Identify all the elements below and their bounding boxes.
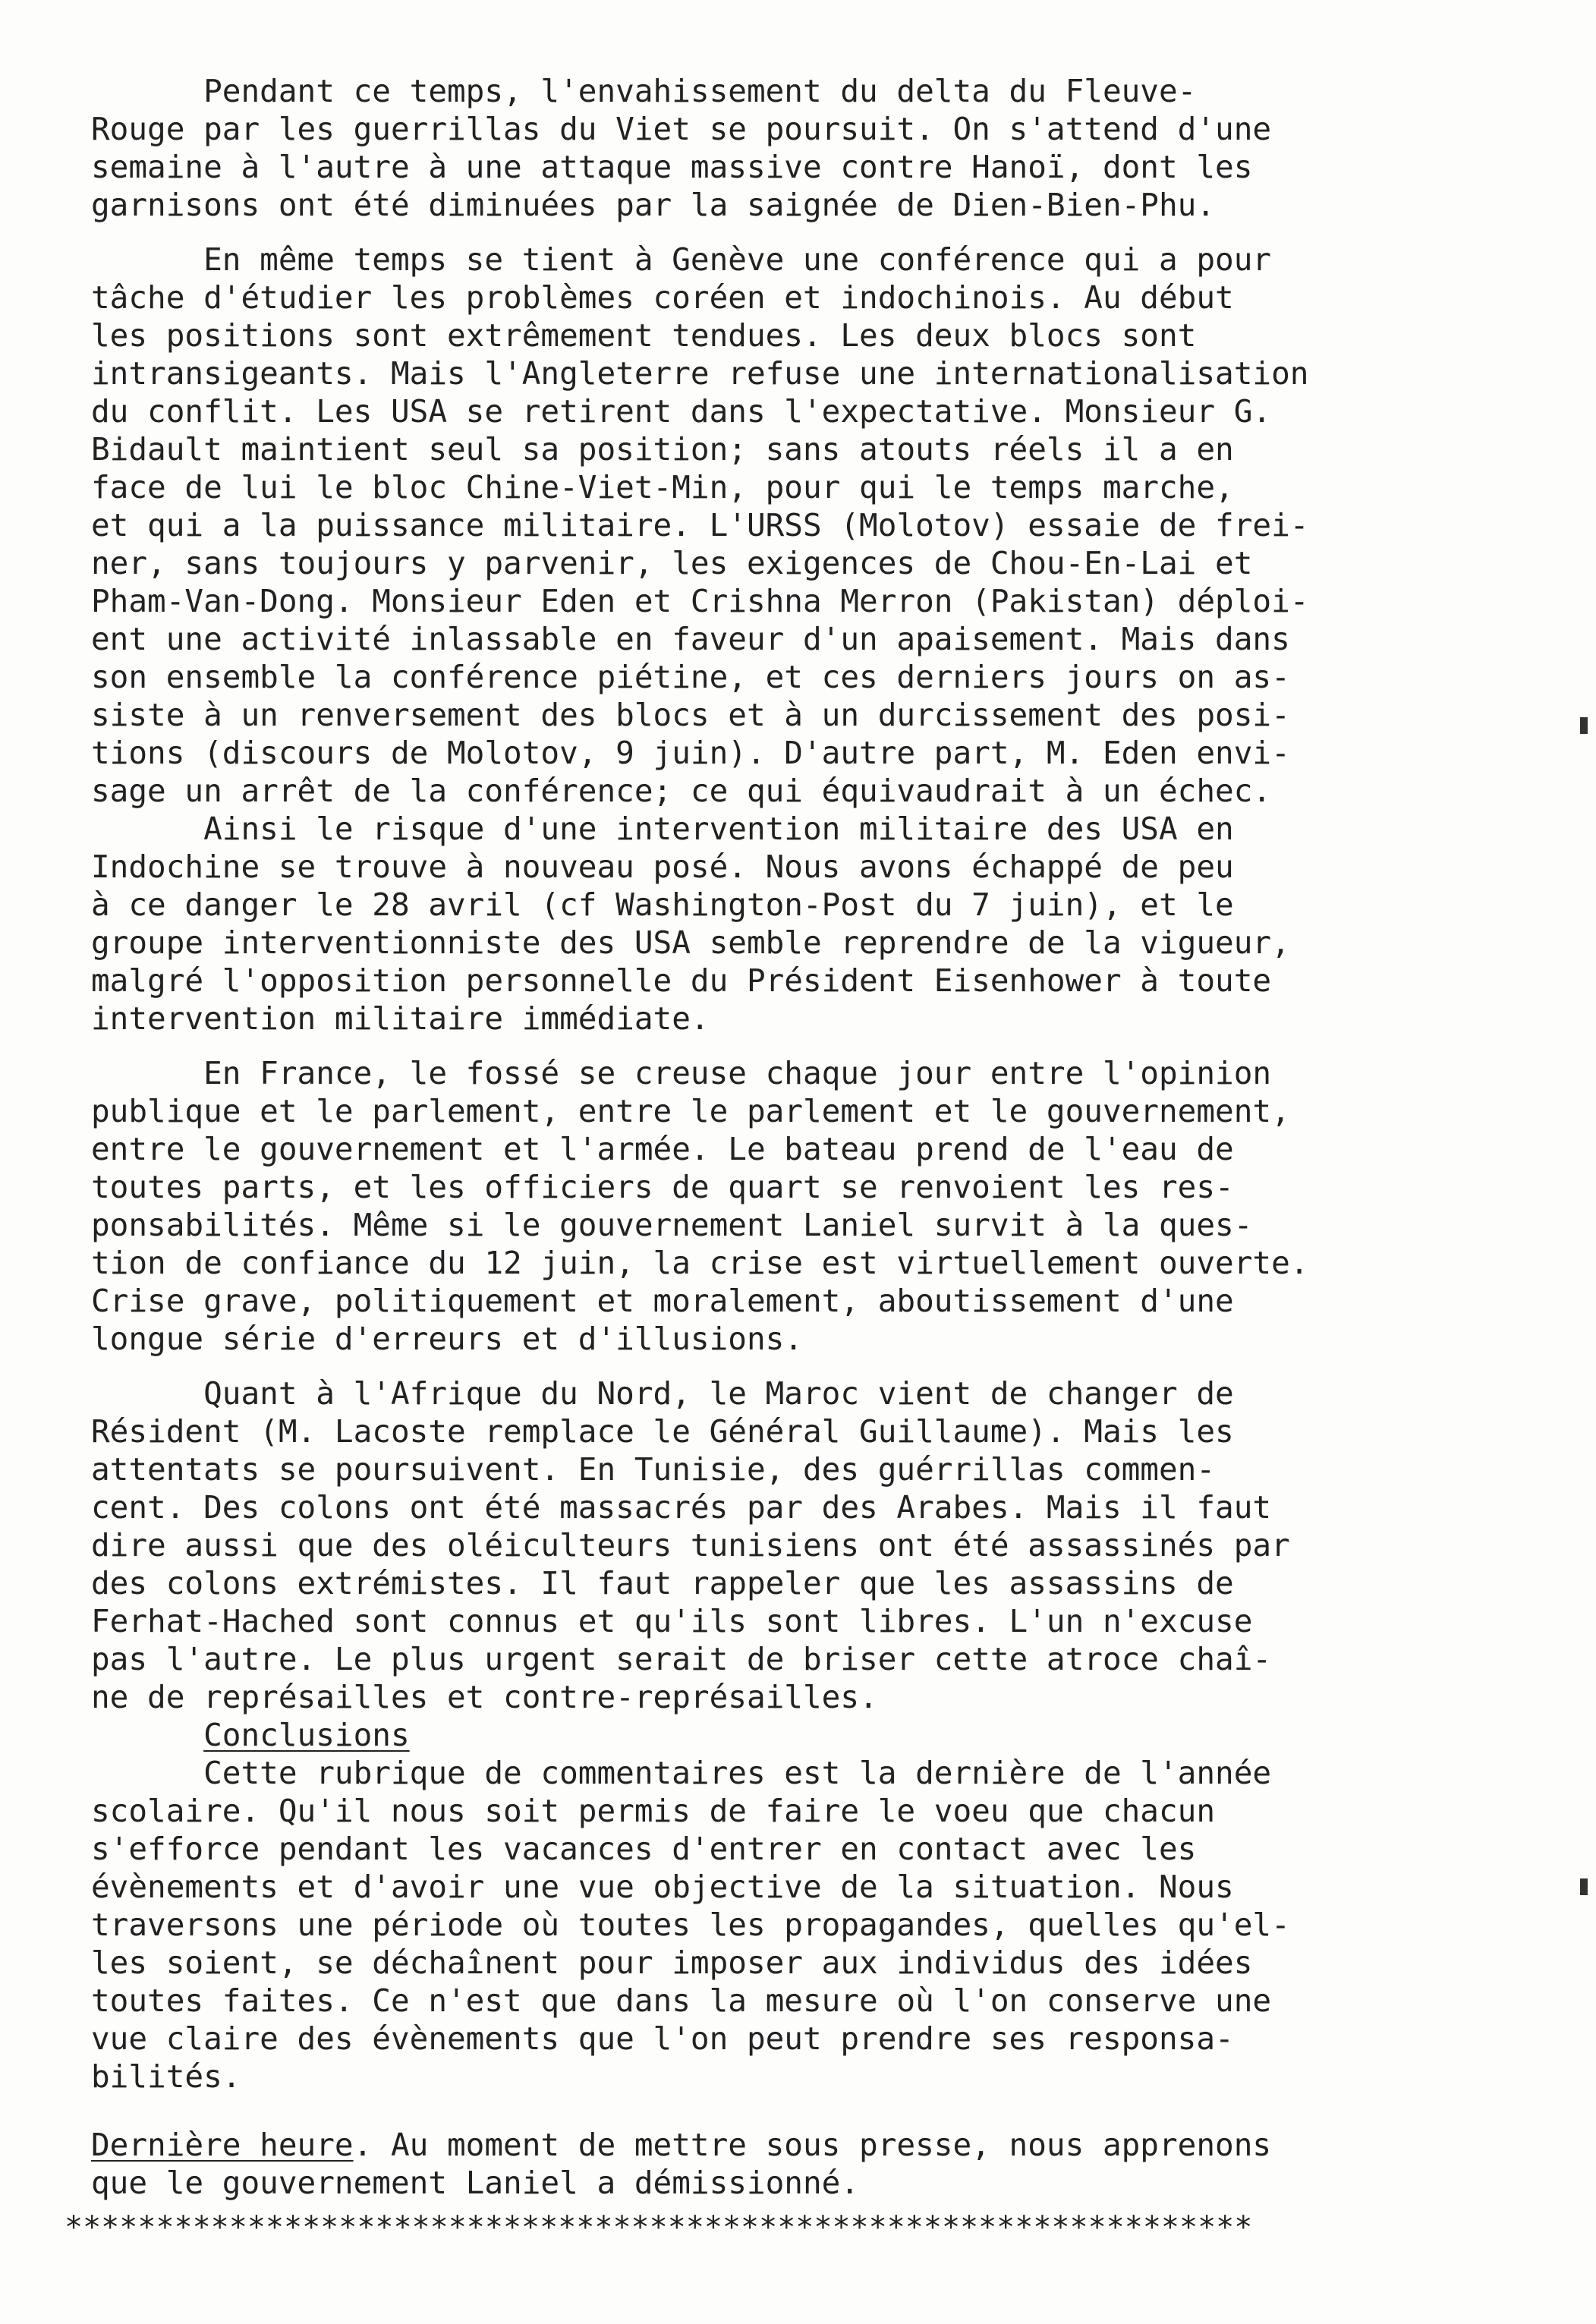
text-line: et qui a la puissance militaire. L'URSS (Molotov) essaie de frei-: [91, 507, 1309, 543]
last-news-line: [91, 2126, 1579, 2164]
text-line: Ainsi le risque d'une intervention militaire des USA en: [91, 811, 1234, 847]
paragraph-gap: [91, 224, 1579, 241]
text-line: ponsabilités. Même si le gouvernement Laniel survit à la ques-: [91, 1207, 1253, 1243]
text-line: scolaire. Qu'il nous soit permis de faire le voeu que chacun: [91, 1793, 1216, 1829]
paragraph-gap: [91, 1038, 1579, 1054]
paragraph-gap: [91, 1358, 1579, 1375]
text-line: toutes parts, et les officiers de quart se renvoient les res-: [91, 1169, 1234, 1205]
text-line: malgré l'opposition personnelle du Président Eisenhower à toute: [91, 962, 1272, 999]
text-line: Quant à l'Afrique du Nord, le Maroc vient de changer de: [91, 1375, 1234, 1412]
text-line: traversons une période où toutes les propagandes, quelles qu'el-: [91, 1907, 1290, 1943]
text-line: tions (discours de Molotov, 9 juin). D'autre part, M. Eden envi-: [91, 735, 1290, 771]
text-line: cent. Des colons ont été massacrés par des Arabes. Mais il faut: [91, 1489, 1272, 1526]
text-line: Rouge par les guerrillas du Viet se poursuit. On s'attend d'une: [91, 111, 1272, 147]
margin-mark: [1580, 717, 1588, 734]
text-line: pas l'autre. Le plus urgent serait de briser cette atroce chaî-: [91, 1641, 1272, 1677]
text-line: Pendant ce temps, l'envahissement du delta du Fleuve-: [91, 73, 1197, 109]
text-line: intervention militaire immédiate.: [91, 1000, 710, 1037]
text-line: semaine à l'autre à une attaque massive contre Hanoï, dont les: [91, 149, 1253, 185]
text-line: ner, sans toujours y parvenir, les exigences de Chou-En-Lai et: [91, 545, 1253, 581]
text-line: des colons extrémistes. Il faut rappeler que les assassins de: [91, 1565, 1234, 1601]
margin-mark: [1580, 1878, 1588, 1895]
text-line: les positions sont extrêmement tendues. Les deux blocs sont: [91, 317, 1197, 354]
text-line: tion de confiance du 12 juin, la crise est virtuellement ouverte.: [91, 1245, 1309, 1281]
text-line: En même temps se tient à Genève une conférence qui a pour: [91, 241, 1272, 278]
text-line: toutes faites. Ce n'est que dans la mesure où l'on conserve une: [91, 1982, 1272, 2019]
text-line: que le gouvernement Laniel a démissionné.: [91, 2165, 860, 2201]
text-line: publique et le parlement, entre le parlement et le gouvernement,: [91, 1093, 1290, 1129]
last-news-label: Dernière heure: [91, 2127, 354, 2163]
text-line: ne de représailles et contre-représailles.: [91, 1679, 878, 1715]
text-line: les soient, se déchaînent pour imposer aux individus des idées: [91, 1945, 1253, 1981]
text-line: s'efforce pendant les vacances d'entrer en contact avec les: [91, 1831, 1197, 1867]
text-line: groupe interventionniste des USA semble reprendre de la vigueur,: [91, 924, 1290, 961]
text-line: sage un arrêt de la conférence; ce qui équivaudrait à un échec.: [91, 773, 1272, 809]
text-line: Résident (M. Lacoste remplace le Général Guillaume). Mais les: [91, 1413, 1234, 1450]
text-line: dire aussi que des oléiculteurs tunisiens ont été assassinés par: [91, 1527, 1290, 1564]
text-line: bilités.: [91, 2058, 241, 2095]
text-line: attentats se poursuivent. En Tunisie, des guérrillas commen-: [91, 1451, 1216, 1488]
last-news-text: . Au moment de mettre sous presse, nous apprenons: [353, 2127, 1272, 2163]
text-line: entre le gouvernement et l'armée. Le bateau prend de l'eau de: [91, 1131, 1234, 1167]
text-line: Crise grave, politiquement et moralement, aboutissement d'une: [91, 1283, 1234, 1319]
text-line: longue série d'erreurs et d'illusions.: [91, 1321, 803, 1357]
text-line: à ce danger le 28 avril (cf Washington-Post du 7 juin), et le: [91, 886, 1234, 923]
text-line: vue claire des évènements que l'on peut prendre ses responsa-: [91, 2020, 1234, 2057]
document-body: [91, 72, 1579, 2202]
text-line: tâche d'étudier les problèmes coréen et indochinois. Au début: [91, 279, 1234, 316]
text-line: évènements et d'avoir une vue objective de la situation. Nous: [91, 1869, 1234, 1905]
text-line: son ensemble la conférence piétine, et ces derniers jours on as-: [91, 659, 1290, 695]
paragraph-gap: [91, 2096, 1579, 2126]
text-line: garnisons ont été diminuées par la saignée de Dien-Bien-Phu.: [91, 187, 1216, 223]
conclusions-heading: Conclusions: [203, 1717, 410, 1753]
text-line: intransigeants. Mais l'Angleterre refuse une internationalisation: [91, 355, 1309, 392]
text-line: Ferhat-Hached sont connus et qu'ils sont libres. L'un n'excuse: [91, 1603, 1253, 1639]
asterisk-separator: *****************************************************************: [65, 2210, 1253, 2245]
text-line: face de lui le bloc Chine-Viet-Min, pour qui le temps marche,: [91, 469, 1234, 505]
text-line: siste à un renversement des blocs et à un durcissement des posi-: [91, 697, 1290, 733]
text-line: Cette rubrique de commentaires est la dernière de l'année: [91, 1755, 1272, 1791]
text-line: du conflit. Les USA se retirent dans l'expectative. Monsieur G.: [91, 393, 1272, 430]
text-line: Indochine se trouve à nouveau posé. Nous avons échappé de peu: [91, 849, 1234, 885]
conclusions-heading-line: [91, 1716, 1579, 1754]
text-line: ent une activité inlassable en faveur d'un apaisement. Mais dans: [91, 621, 1290, 657]
text-line: Bidault maintient seul sa position; sans atouts réels il a en: [91, 431, 1234, 468]
text-line: En France, le fossé se creuse chaque jour entre l'opinion: [91, 1055, 1272, 1091]
text-line: Pham-Van-Dong. Monsieur Eden et Crishna Merron (Pakistan) déploi-: [91, 583, 1309, 619]
